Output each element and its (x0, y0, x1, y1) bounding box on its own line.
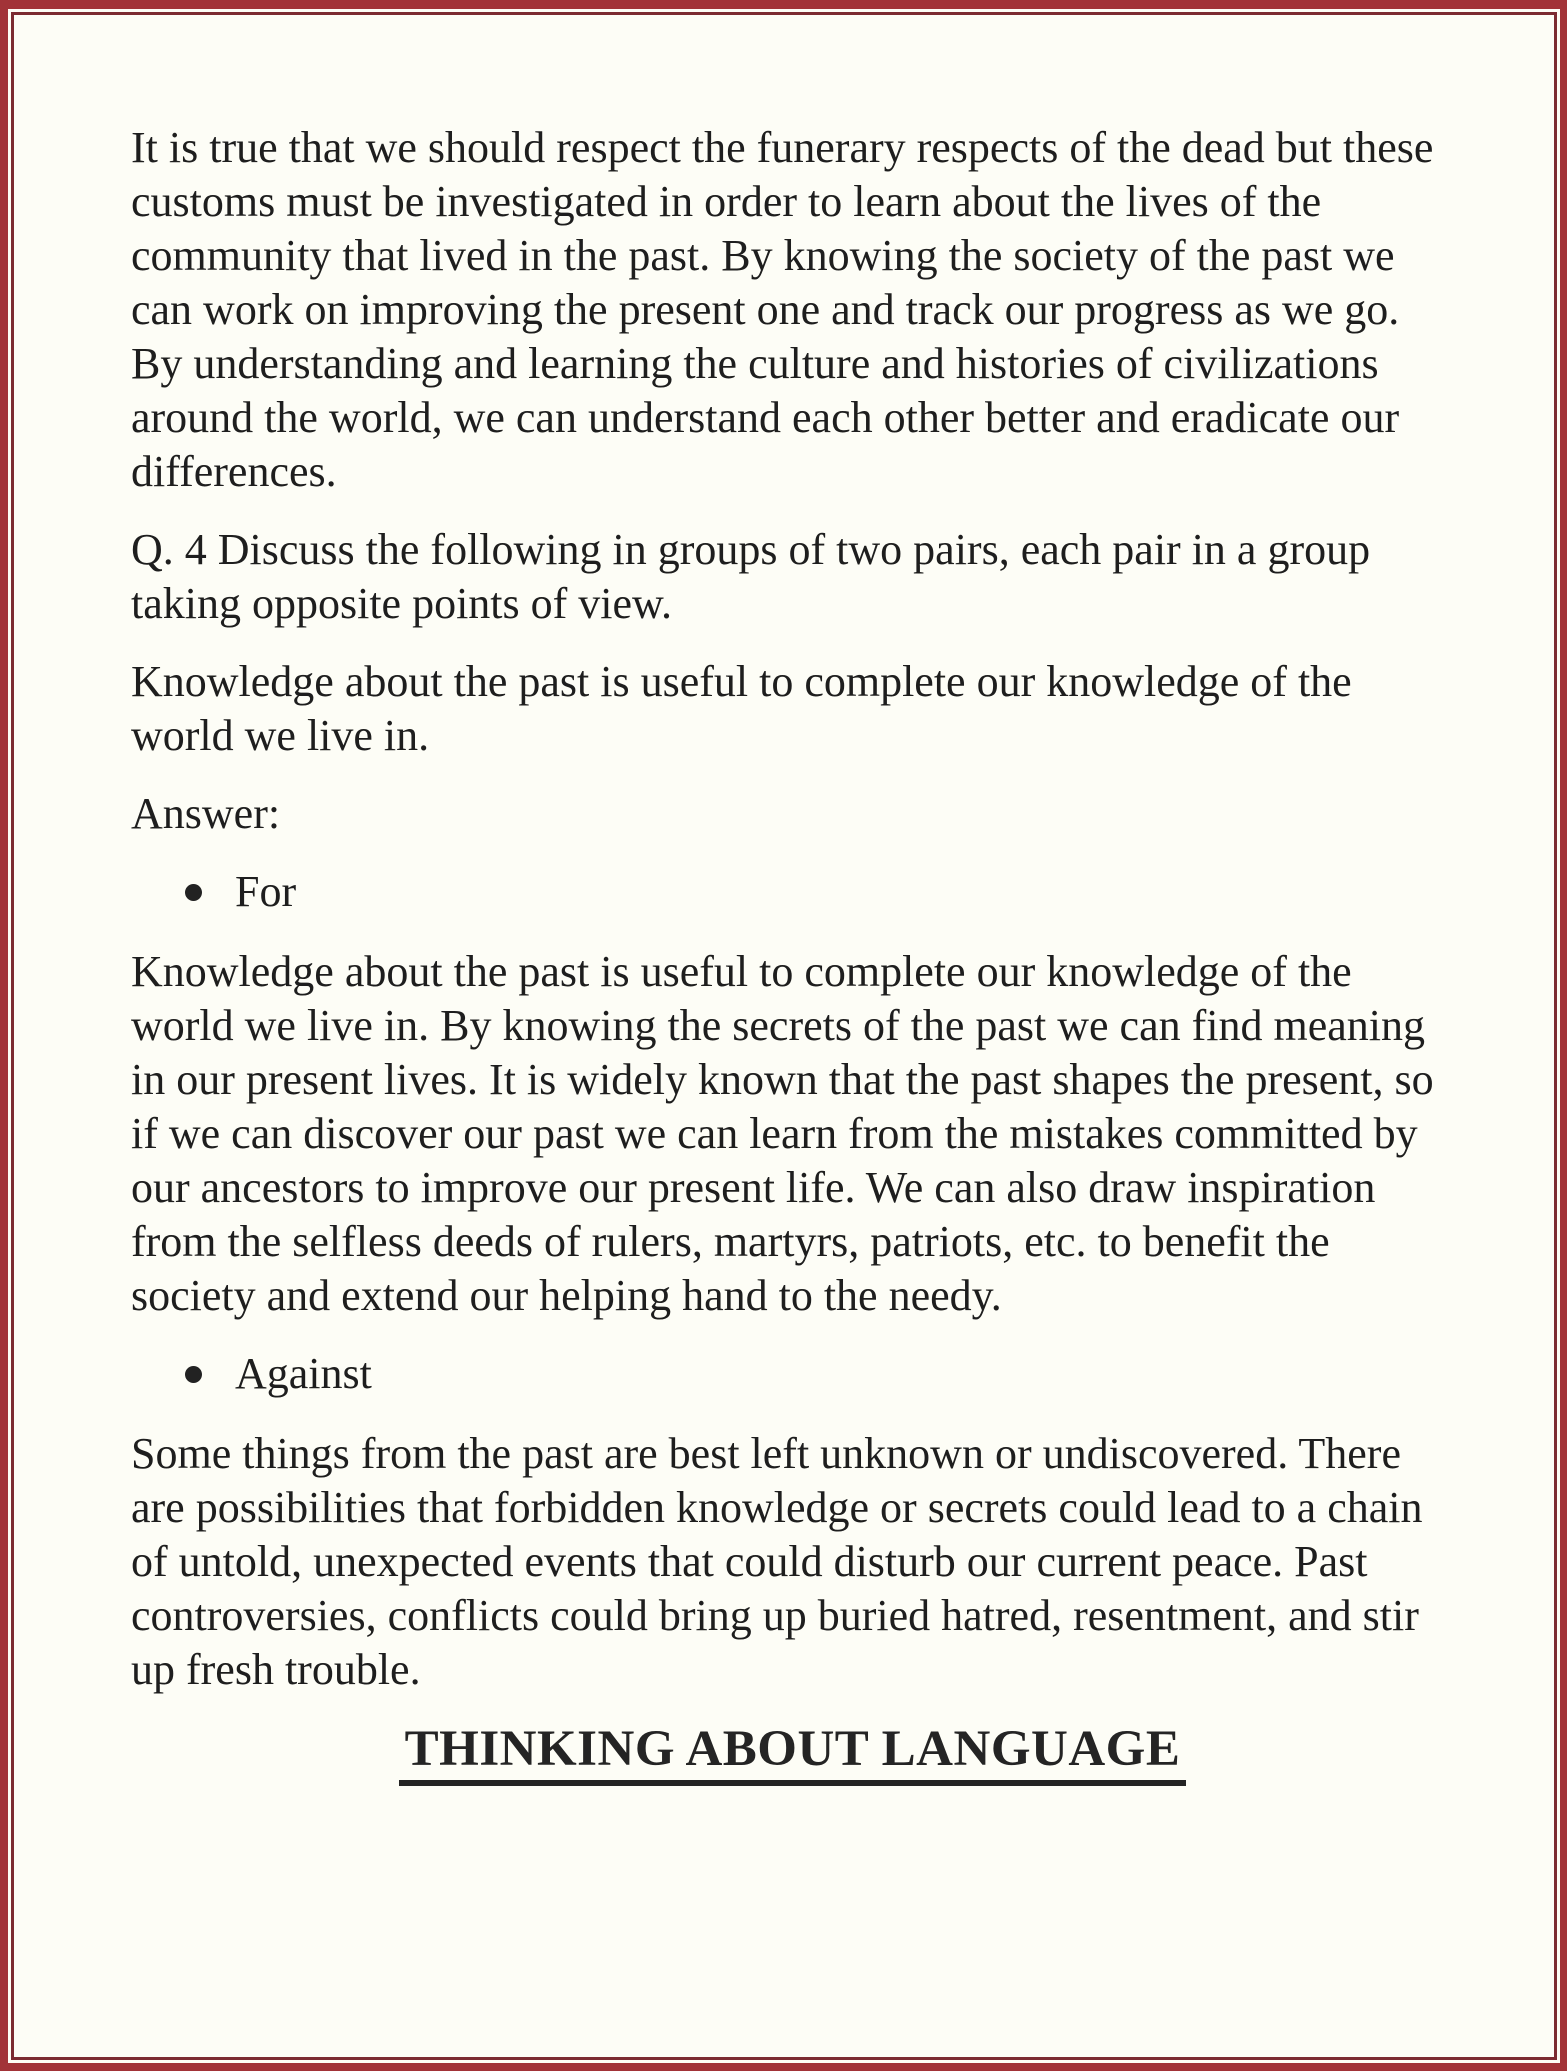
paragraph-for: Knowledge about the past is useful to complete our knowledge of the world we live in. By knowing the secrets of the past we can find meaning in our present lives. It is widely known that the past shapes the present, so if we can discover our past we can learn from the mistakes committed by our ancestors to improve our present life. We can also draw inspiration from the selfless deeds of rulers, martyrs, patriots, etc. to benefit the society and extend our helping hand to the needy. (131, 947, 1434, 1320)
section-heading-wrap (131, 1721, 1454, 1786)
question-4: Q. 4 Discuss the following in groups of two pairs, each pair in a group taking opposite points of view. (131, 525, 1371, 628)
document-content (14, 15, 1554, 2057)
document-page (8, 9, 1560, 2063)
bullet-icon (185, 1366, 202, 1383)
discussion-statement: Knowledge about the past is useful to complete our knowledge of the world we live in. (131, 657, 1352, 760)
paragraph-funerary: It is true that we should respect the funerary respects of the dead but these customs must be investigated in order to learn about the lives of the community that lived in the past. By knowing the society of the past we can work on improving the present one and track our progress as we go. By understanding and learning the culture and histories of civilizations around the world, we can understand each other better and eradicate our differences. (131, 123, 1434, 496)
list-item-for-label: For (235, 867, 297, 916)
paragraph-against: Some things from the past are best left unknown or undiscovered. There are possibilities that forbidden knowledge or secrets could lead to a chain of untold, unexpected events that could disturb our current peace. Past controversies, conflicts could bring up buried hatred, resentment, and stir up fresh trouble. (131, 1429, 1423, 1694)
section-heading: THINKING ABOUT LANGUAGE (399, 1721, 1187, 1786)
list-item-for (131, 865, 1454, 919)
answer-label: Answer: (131, 789, 281, 838)
bullet-icon (185, 884, 202, 901)
list-item-against (131, 1347, 1454, 1401)
inner-border-frame (11, 12, 1557, 2060)
list-item-against-label: Against (235, 1349, 372, 1398)
